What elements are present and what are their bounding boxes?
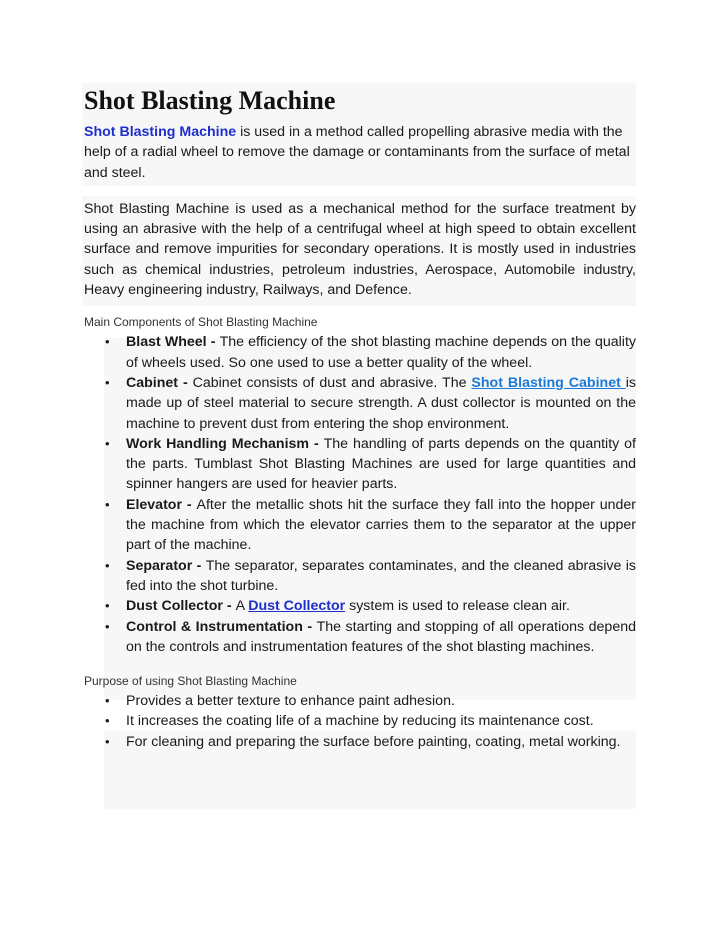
item-term: Cabinet - bbox=[126, 374, 193, 391]
intro-text: is used in a method called propelling abrasive media with the help of a radial wheel to remove the damage or contaminants from the surface of metal and steel. bbox=[84, 124, 630, 181]
item-term: Control & Instrumentation - bbox=[126, 618, 317, 635]
purpose-heading: Purpose of using Shot Blasting Machine bbox=[84, 674, 297, 689]
list-item: • It increases the coating life of a machine by reducing its maintenance cost. bbox=[126, 711, 636, 731]
item-text: The separator, separates contaminates, and the cleaned abrasive is fed into the shot turbine. bbox=[126, 557, 637, 594]
item-term: Work Handling Mechanism - bbox=[126, 435, 324, 452]
item-text: The handling of parts depends on the quantity of the parts. Tumblast Shot Blasting Machines are used for large quantities and spinner hangers are used for heavier parts. bbox=[126, 435, 636, 493]
page-title: Shot Blasting Machine bbox=[84, 86, 336, 115]
components-heading: Main Components of Shot Blasting Machine bbox=[84, 315, 318, 330]
list-item bbox=[126, 373, 636, 434]
description-paragraph: Shot Blasting Machine is used as a mechanical method for the surface treatment by using an abrasive with the help of a centrifugal wheel at high speed to obtain excellent surface and remove impurities for secondary operations. It is mostly used in industries such as chemical industries, petroleum industries, Aerospace, Automobile industry, Heavy engineering industry, Railways, and Defence. bbox=[84, 200, 636, 299]
dust-collector-link[interactable]: Dust Collector bbox=[248, 598, 346, 615]
list-item bbox=[126, 495, 636, 556]
list-item bbox=[126, 556, 636, 597]
list-item bbox=[126, 617, 636, 658]
item-text: A bbox=[235, 598, 249, 615]
item-text: The starting and stopping of all operations depend on the controls and instrumentation features of the shot blasting machines. bbox=[126, 618, 636, 655]
item-text: is made up of steel material to secure strength. A dust collector is mounted on the machine to prevent dust from entering the shop environment. bbox=[126, 374, 636, 432]
item-term: Blast Wheel - bbox=[126, 334, 220, 351]
item-text: After the metallic shots hit the surface they fall into the hopper under the machine from which the elevator carries them to the separator at the upper part of the machine. bbox=[126, 496, 636, 554]
item-term: Separator - bbox=[126, 557, 206, 574]
item-text: The efficiency of the shot blasting machine depends on the quality of wheels used. So one used to use a better quality of the wheel. bbox=[126, 334, 636, 371]
intro-lead: Shot Blasting Machine bbox=[84, 124, 237, 140]
item-text: system is used to release clean air. bbox=[345, 598, 570, 615]
components-list bbox=[84, 332, 636, 657]
article bbox=[84, 84, 636, 752]
item-term: Dust Collector - bbox=[126, 598, 236, 615]
list-item bbox=[126, 596, 636, 616]
list-item: • Provides a better texture to enhance paint adhesion. bbox=[126, 691, 636, 711]
list-item bbox=[126, 434, 636, 495]
purpose-list bbox=[84, 691, 636, 752]
item-term: Elevator - bbox=[126, 496, 197, 513]
shot-blasting-cabinet-link[interactable]: Shot Blasting Cabinet bbox=[471, 374, 626, 391]
intro-paragraph bbox=[84, 122, 636, 183]
item-text: Cabinet consists of dust and abrasive. The bbox=[192, 374, 472, 391]
list-item: • For cleaning and preparing the surface before painting, coating, metal working. bbox=[126, 732, 636, 752]
list-item bbox=[126, 332, 636, 373]
